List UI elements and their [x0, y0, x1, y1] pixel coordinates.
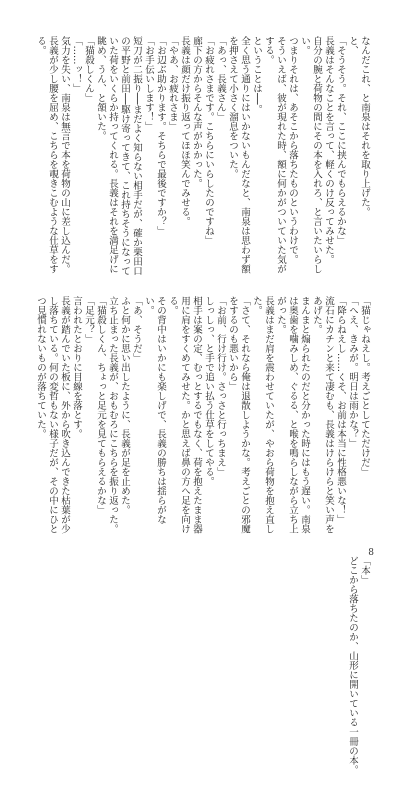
text-line: 立ち止まった長義が、おもむろにこちらを振り返った。: [107, 296, 118, 534]
text-line: 流石にカチンと来て凄むも、長義はけらけらと笑い声をあげた。: [311, 296, 334, 534]
text-line: どこから落ちたのか、山形に開いている一冊の本。: [347, 556, 358, 775]
text-line: つまりそれは、あそこから落ちたものというわけで。: [287, 36, 298, 264]
text-line: ふと何かに思い出したように、長義が足を止めた。: [119, 296, 130, 515]
text-line: 「あ、そうだ」: [131, 296, 142, 363]
text-line: 「足元？」: [83, 296, 94, 344]
text-line: 「お前、行け行け。さっさと行っちまえ」: [215, 296, 226, 477]
text-line: 「へえ、きみが。明日は雨かな？」: [347, 296, 358, 448]
text-line: 長義は顔だけ振り返ってほほ笑んでみせる。: [179, 36, 190, 226]
text-line: まんまと煽られたのだと分かった時にはもう遅い。南泉は奥歯を噛みしめ、ぐるる、と喉を鳴らしながら立ち上がった。: [275, 296, 310, 534]
vertical-text-body: [30, 36, 370, 775]
text-line: 「降らねえし……くそ、お前は本当に性格悪いな！」: [335, 296, 346, 524]
text-line: 廊下の方からそんな声がかかった。: [191, 36, 202, 188]
text-line: と、: [347, 36, 358, 55]
text-line: 「猫殺しくん」: [83, 36, 94, 103]
text-line: 相手は案の定、むっとするでもなく、荷を抱えたまま器用に肩をすくめてみせた。かと思えば鼻の方へ足を向ける。: [167, 296, 202, 534]
text-line: そういえば、彼が現れた時、額に何かがついていた気がする。: [263, 36, 286, 274]
text-line: 長義はまだ肩を震わせていたが、やおら荷物を抱え直した。: [251, 296, 274, 534]
text-line: 言われたとおりに目線を落とす。: [71, 296, 82, 439]
text-line: 「さて、それなら俺は退散しようかな。考えごとの邪魔をするのも悪いから」: [227, 296, 250, 534]
text-line: 「あっ、長義さん」: [215, 36, 226, 122]
text-line: 短刀が二振り──まだよく知らない相手だが、確か栗田口の平野と前田──駆け寄ってきて、これ持ちそうになっていた荷をいくらか持ってくれる。長義はそれを満足げに眺め、うん、と頷いた。: [95, 36, 142, 276]
page-number: 8: [368, 548, 374, 558]
text-line: なんだこれ、と南泉はそれを取り上げた。: [359, 36, 370, 217]
text-line: 「お手伝いします！」: [143, 36, 154, 131]
text-line: 「そうそう。それ、ここに挟んでもらえるかな」: [335, 36, 346, 245]
text-line: 長義はそんなことを言って、軽くのけ反ってみせた。: [323, 36, 334, 264]
text-line: 「本」: [359, 556, 370, 585]
text-line: 「お辺ぶ助かります。そちらで最後ですか？」: [155, 36, 166, 236]
text-line: 「猫殺しくん、ちょっと足元を見てもらえるかな」: [95, 296, 106, 515]
text-line: 長義が少し腰を屈め、こちらを覗きこむような仕草をする。: [35, 36, 58, 274]
text-line: 自分の腕と荷物の間にその本を入れろ、と言いたいらしい。: [299, 36, 322, 274]
text-line: 「お疲れさまです。こちらにいらしたのですね」: [203, 36, 214, 245]
text-line: 「……ッ！」: [71, 36, 82, 93]
text-line: 「やあ、お疲れさま」: [167, 36, 178, 131]
text-line: 長義が踏んでいた板に、外から吹き込んできた枯葉が少し落ちている。何の変哲もない様子だが、その中にひとつ見慣れないものが落ちていた。: [35, 296, 70, 534]
text-line: 気力を失い、南泉は無言で本を荷物の山に差し込んだ。: [59, 36, 70, 274]
text-line: 全く思う通りにはいかないもんだなと、南泉は思わず額を押さえて小さく溜息をついた。: [227, 36, 250, 274]
text-line: 「猫じゃねえし。考えごとしてただけだ」: [359, 296, 370, 477]
text-line: しっしっ、と手で追い払う仕草をしてやる。: [203, 296, 214, 486]
text-line: ということは──。: [251, 36, 262, 114]
text-line: その背中はいかにも楽しげで、長義の勝ちは揺らがない。: [143, 296, 166, 524]
